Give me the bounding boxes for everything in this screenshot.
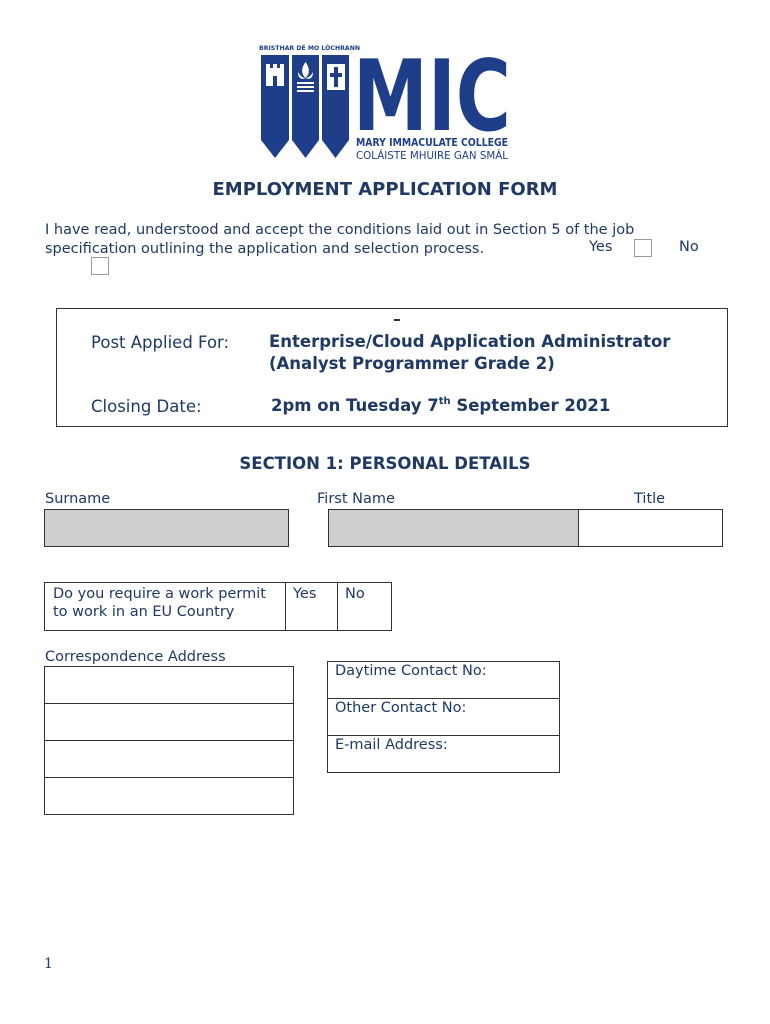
college-logo (255, 42, 515, 164)
closing-date-suffix: September 2021 (450, 396, 611, 415)
work-permit-yes-option[interactable]: Yes (285, 582, 338, 631)
conditions-no-label: No (679, 239, 699, 255)
address-line-2-field[interactable] (44, 703, 294, 741)
correspondence-address-label: Correspondence Address (45, 649, 226, 665)
email-address-label: E-mail Address: (335, 737, 448, 753)
title-field[interactable] (578, 509, 723, 547)
post-title: Enterprise/Cloud Application Administrator (269, 332, 671, 351)
section-title: SECTION 1: PERSONAL DETAILS (239, 454, 531, 473)
email-address-field[interactable] (327, 735, 560, 773)
dash-mark (394, 319, 400, 321)
conditions-yes-checkbox[interactable] (634, 239, 652, 257)
work-permit-table (44, 582, 392, 631)
other-contact-field[interactable] (327, 698, 560, 736)
closing-date-ordinal: th (438, 396, 451, 407)
other-contact-label: Other Contact No: (335, 700, 467, 716)
address-line-1-field[interactable] (44, 666, 294, 704)
closing-date-prefix: 2pm on Tuesday 7 (271, 396, 439, 415)
work-permit-question: Do you require a work permit to work in an EU Country (44, 582, 286, 631)
conditions-statement: I have read, understood and accept the conditions laid out in Section 5 of the job specification outlining the application and selection process. (45, 222, 635, 257)
surname-label: Surname (45, 491, 111, 507)
logo-motto: BRISTHAR DÉ MO LÓCHRANN (259, 45, 361, 52)
conditions-no-checkbox[interactable] (91, 257, 109, 275)
logo-acronym: MIC (353, 42, 511, 154)
post-grade: (Analyst Programmer Grade 2) (269, 354, 555, 373)
post-applied-label: Post Applied For: (91, 333, 230, 352)
address-line-4-field[interactable] (44, 777, 294, 815)
daytime-contact-label: Daytime Contact No: (335, 663, 487, 679)
surname-field[interactable] (44, 509, 289, 547)
logo-college-name-irish: COLÁISTE MHUIRE GAN SMÁL (356, 149, 509, 162)
closing-date-label: Closing Date: (91, 397, 202, 416)
logo-college-name: MARY IMMACULATE COLLEGE (356, 136, 508, 149)
title-label: Title (634, 491, 666, 507)
first-name-field[interactable] (328, 509, 579, 547)
address-line-3-field[interactable] (44, 740, 294, 778)
page-number: 1 (44, 956, 53, 972)
form-title: EMPLOYMENT APPLICATION FORM (212, 179, 558, 200)
closing-date-value (271, 396, 610, 415)
first-name-label: First Name (317, 491, 395, 507)
work-permit-no-option[interactable]: No (337, 582, 392, 631)
conditions-yes-label: Yes (589, 239, 613, 255)
daytime-contact-field[interactable] (327, 661, 560, 699)
